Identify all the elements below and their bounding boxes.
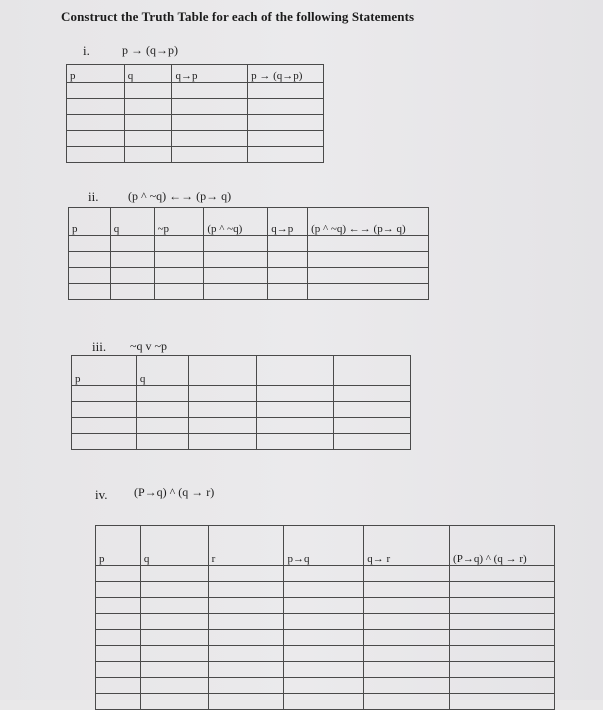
truth-table-2 <box>68 207 429 300</box>
column-header: p <box>69 208 111 236</box>
problem-1-statement: p → (q→p) <box>122 43 178 57</box>
problem-4-number: iv. <box>95 487 108 502</box>
truth-table-3 <box>71 355 411 450</box>
problem-2-statement: (p ^ ~q) ←→ (p→ q) <box>128 189 232 203</box>
problem-1-number: i. <box>83 43 90 58</box>
table-header-row <box>96 526 555 566</box>
table-row <box>72 402 411 418</box>
column-header: ~p <box>154 208 204 236</box>
problem-2-number: ii. <box>88 189 99 204</box>
table-row <box>67 83 324 99</box>
table-row <box>96 598 555 614</box>
column-header: q <box>140 526 208 566</box>
problem-3-statement: ~q v ~p <box>130 339 167 353</box>
problem-3-number: iii. <box>92 339 107 354</box>
column-header: p→q <box>284 526 364 566</box>
column-header: q→p <box>268 208 308 236</box>
table-row <box>67 115 324 131</box>
table-row <box>67 147 324 163</box>
table-row <box>69 252 429 268</box>
table-header-row <box>69 208 429 236</box>
table-row <box>69 268 429 284</box>
table-row <box>96 646 555 662</box>
table-row <box>96 678 555 694</box>
column-header: p <box>96 526 141 566</box>
column-header <box>257 356 334 386</box>
column-header: p <box>67 65 125 83</box>
column-header: (p ^ ~q) <box>204 208 268 236</box>
column-header: q <box>110 208 154 236</box>
column-header: (p ^ ~q) ←→ (p→ q) <box>308 208 429 236</box>
table-row <box>96 566 555 582</box>
table-row <box>72 434 411 450</box>
page-title: Construct the Truth Table for each of the following Statements <box>61 9 415 24</box>
table-row <box>69 236 429 252</box>
table-row <box>69 284 429 300</box>
column-header: p <box>72 356 137 386</box>
column-header <box>188 356 257 386</box>
column-header: q <box>124 65 172 83</box>
column-header: q→p <box>172 65 248 83</box>
table-row <box>96 662 555 678</box>
table-row <box>96 694 555 710</box>
table-header-row <box>72 356 411 386</box>
column-header: q <box>136 356 188 386</box>
column-header: (P→q) ^ (q → r) <box>450 526 555 566</box>
column-header: q→ r <box>364 526 450 566</box>
table-row <box>67 131 324 147</box>
table-row <box>96 614 555 630</box>
column-header: p → (q→p) <box>248 65 324 83</box>
table-row <box>72 386 411 402</box>
truth-table-4 <box>95 525 555 710</box>
truth-table-1 <box>66 64 324 163</box>
table-row <box>67 99 324 115</box>
table-header-row <box>67 65 324 83</box>
column-header <box>334 356 411 386</box>
table-row <box>72 418 411 434</box>
table-row <box>96 630 555 646</box>
column-header: r <box>208 526 284 566</box>
problem-4-statement: (P→q) ^ (q → r) <box>134 485 215 499</box>
table-row <box>96 582 555 598</box>
